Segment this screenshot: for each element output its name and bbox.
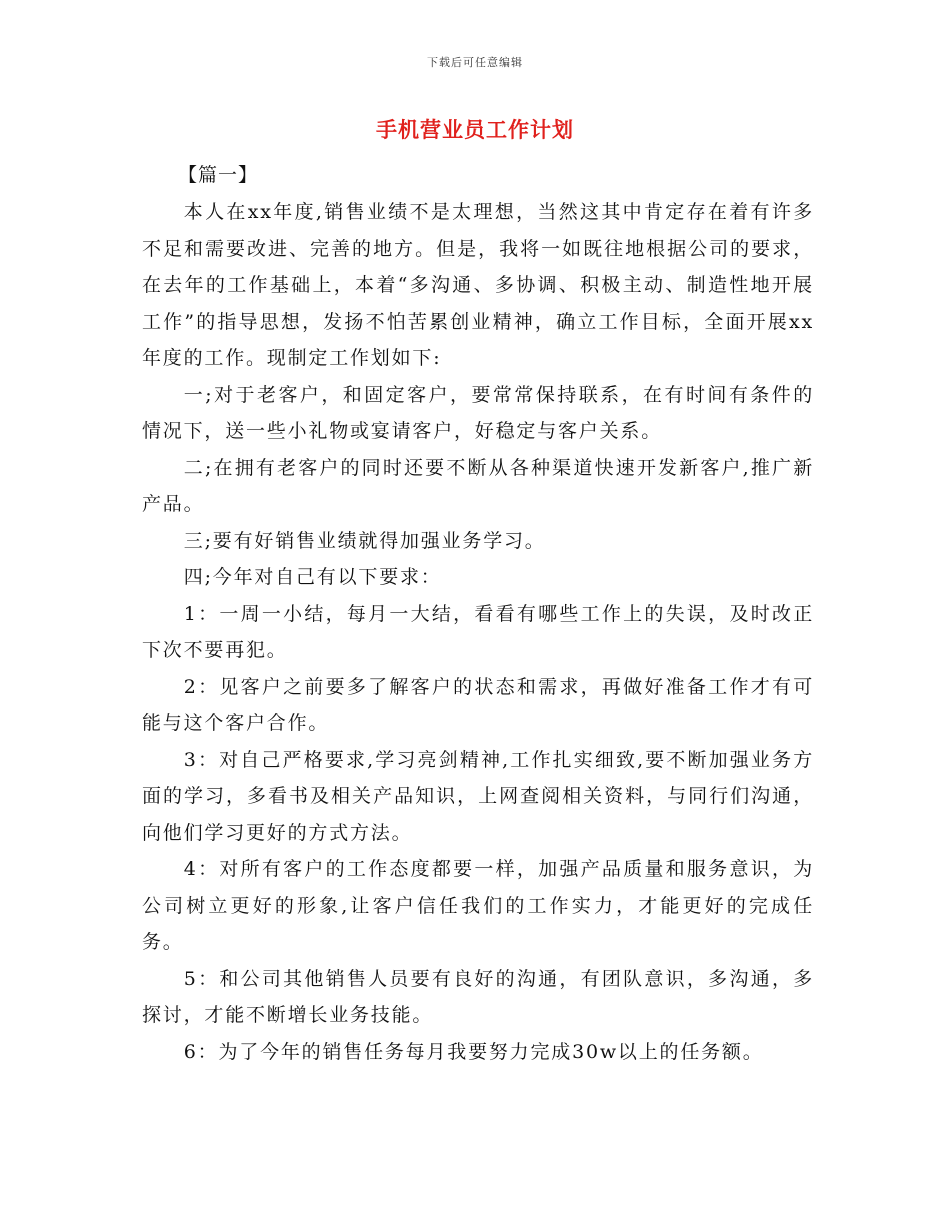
paragraph-item-1: 一;对于老客户，和固定客户，要常常保持联系，在有时间有条件的情况下，送一些小礼物或宴请客户，好稳定与客户关系。 [142, 383, 814, 442]
paragraph-item-4: 四;今年对自己有以下要求： [183, 566, 442, 588]
requirement-1: 1：一周一小结，每月一大结，看看有哪些工作上的失误，及时改正下次不要再犯。 [142, 602, 814, 661]
document-title: 手机营业员工作计划 [376, 117, 574, 142]
requirement-5: 5：和公司其他销售人员要有良好的沟通，有团队意识，多沟通，多探讨，才能不断增长业务技能。 [142, 967, 814, 1026]
paragraph-intro: 本人在xx年度,销售业绩不是太理想，当然这其中肯定存在着有许多不足和需要改进、完善的地方。但是，我将一如既往地根据公司的要求，在去年的工作基础上，本着“多沟通、多协调、积极主动、制造性地开展工作”的指导思想，发扬不怕苦累创业精神，确立工作目标，全面开展xx年度的工作。现制定工作划如下: [142, 201, 814, 369]
paragraph-item-3: 三;要有好销售业绩就得加强业务学习。 [183, 529, 546, 552]
requirement-3: 3：对自己严格要求,学习亮剑精神,工作扎实细致,要不断加强业务方面的学习，多看书及相关产品知识，上网查阅相关资料，与同行们沟通，向他们学习更好的方式方法。 [142, 748, 814, 844]
header-note: 下载后可任意编辑 [427, 56, 523, 69]
section-label: 【篇一】 [178, 164, 259, 186]
requirement-2: 2：见客户之前要多了解客户的状态和需求，再做好准备工作才有可能与这个客户合作。 [142, 675, 814, 734]
document-body [142, 194, 814, 1070]
paragraph-item-2: 二;在拥有老客户的同时还要不断从各种渠道快速开发新客户,推广新产品。 [142, 456, 814, 515]
requirement-6: 6：为了今年的销售任务每月我要努力完成30w以上的任务额。 [183, 1040, 764, 1063]
requirement-4: 4：对所有客户的工作态度都要一样，加强产品质量和服务意识，为公司树立更好的形象,让客户信任我们的工作实力，才能更好的完成任务。 [142, 858, 814, 953]
